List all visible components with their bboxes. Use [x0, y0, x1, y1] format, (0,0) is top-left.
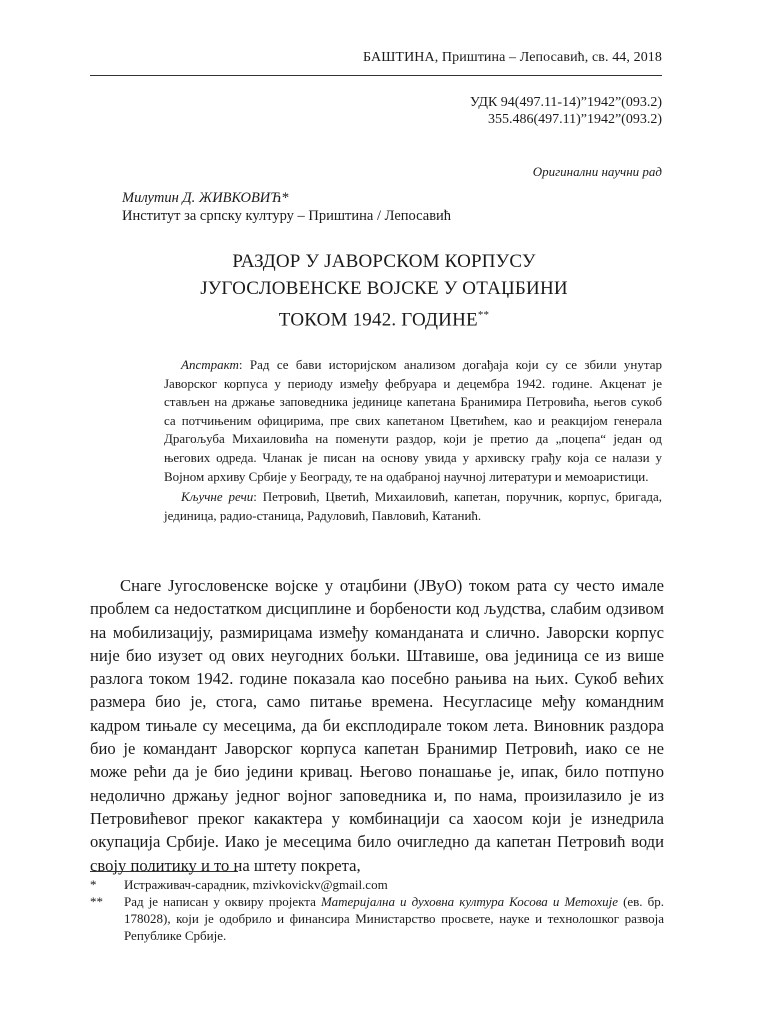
footnote-rule — [90, 871, 238, 872]
author — [122, 188, 289, 208]
abstract-text: : Рад се бави историјском анализом догађаја који су се збили унутар Јаворског корпуса у периоду између фебруара и децембра 1942. године. Акценат је стављен на држање заповедника јединице капетана Бранимира Петровића, његов сукоб са потчињеним официрима, пре свих капетаном Цветићем, као и реакцијом генерала Драгољуба Михаиловића на поменути раздор, који је претио да „поцепа“ један од његових одреда. Чланак је писан на основу увида у архивску грађу која се налази у Војном архиву Србије у Београду, те на одабраној научној литератури и мемоаристици. — [164, 357, 662, 484]
footnote-1 — [90, 876, 664, 893]
title-line-1: РАЗДОР У ЈАВОРСКОМ КОРПУСУ — [232, 251, 536, 272]
udk-classification — [470, 94, 662, 128]
title-line-3 — [130, 302, 638, 333]
footnote-2-text-a: Рад је написан у оквиру пројекта — [124, 894, 321, 909]
footnote-1-text: Истраживач-сарадник, mzivkovickv@gmail.com — [124, 877, 388, 892]
footnote-2 — [90, 893, 664, 944]
footnote-2-text-b: (ев. бр. 178028), који је одобрило и финансира Министарство просвете, науке и технолошког развоја Републике Србије. — [124, 894, 664, 943]
title-line-3-text: ТОКОМ 1942. ГОДИНЕ — [278, 309, 478, 331]
title-footnote-mark: ** — [477, 309, 490, 321]
footnote-2-mark: ** — [90, 894, 103, 909]
footnote-1-mark: * — [90, 877, 97, 892]
author-affiliation: Институт за српску културу – Приштина / Лепосавић — [122, 208, 452, 224]
body-paragraph: Снаге Југословенске војске у отаџбини (ЈВуО) током рата су често имале проблем са недостатком дисциплине и борбености код људства, слабим одзивом на мобилизацију, размирицама између команданата и слично. Јаворски корпус није био изузет од ових неугодних бољки. Штавише, ова јединица се из више разлога током 1942. године показала као посебно рањива на њих. Сукоб већих размера био је, стога, само питање времена. Несугласице међу командним кадром тињале су месецима, да би експлодирале током лета. Виновник раздора био је командант Јаворског корпуса капетан Бранимир Петровић, иако се не може рећи да је био једини кривац. Његово понашање је, ипак, било потпуно недолично држању једног војног заповедника и, по нама, произилазило је из Петровићевог преког кaкактера у комбинацији са хаосом који је изнедрила окупација Србије. Иако је месецима било очигледно да капетан Петровић води своју политику и то на штету покрета, — [90, 576, 664, 875]
body-text — [90, 574, 664, 877]
author-footnote-mark: * — [281, 190, 290, 206]
title-line-2: ЈУГОСЛОВЕНСКЕ ВОЈСКЕ У ОТАЏБИНИ — [200, 278, 568, 299]
footnote-2-project: Материјална и духовна култура Косова и Метохије — [320, 894, 618, 909]
header-rule — [90, 75, 662, 76]
footnotes — [90, 876, 664, 944]
keywords-text: : Петровић, Цветић, Михаиловић, капетан, поручник, корпус, бригада, јединица, радио-станица, Радуловић, Павловић, Катанић. — [164, 489, 662, 523]
udk-line-1: УДК 94(497.11-14)”1942”(093.2) — [469, 95, 662, 110]
running-head: БАШТИНА, Приштина – Лепосавић, св. 44, 2018 — [363, 50, 662, 65]
abstract — [164, 356, 662, 525]
udk-line-2: 355.486(497.11)”1942”(093.2) — [487, 112, 662, 127]
keywords — [164, 488, 662, 525]
author-name: Милутин Д. ЖИВКОВИЋ — [122, 190, 282, 206]
article-title — [130, 248, 638, 333]
keywords-label: Кључне речи — [181, 489, 254, 505]
abstract-paragraph — [164, 356, 662, 486]
abstract-label: Апстракт — [181, 357, 239, 372]
paper-type: Оригинални научни рад — [532, 164, 662, 179]
